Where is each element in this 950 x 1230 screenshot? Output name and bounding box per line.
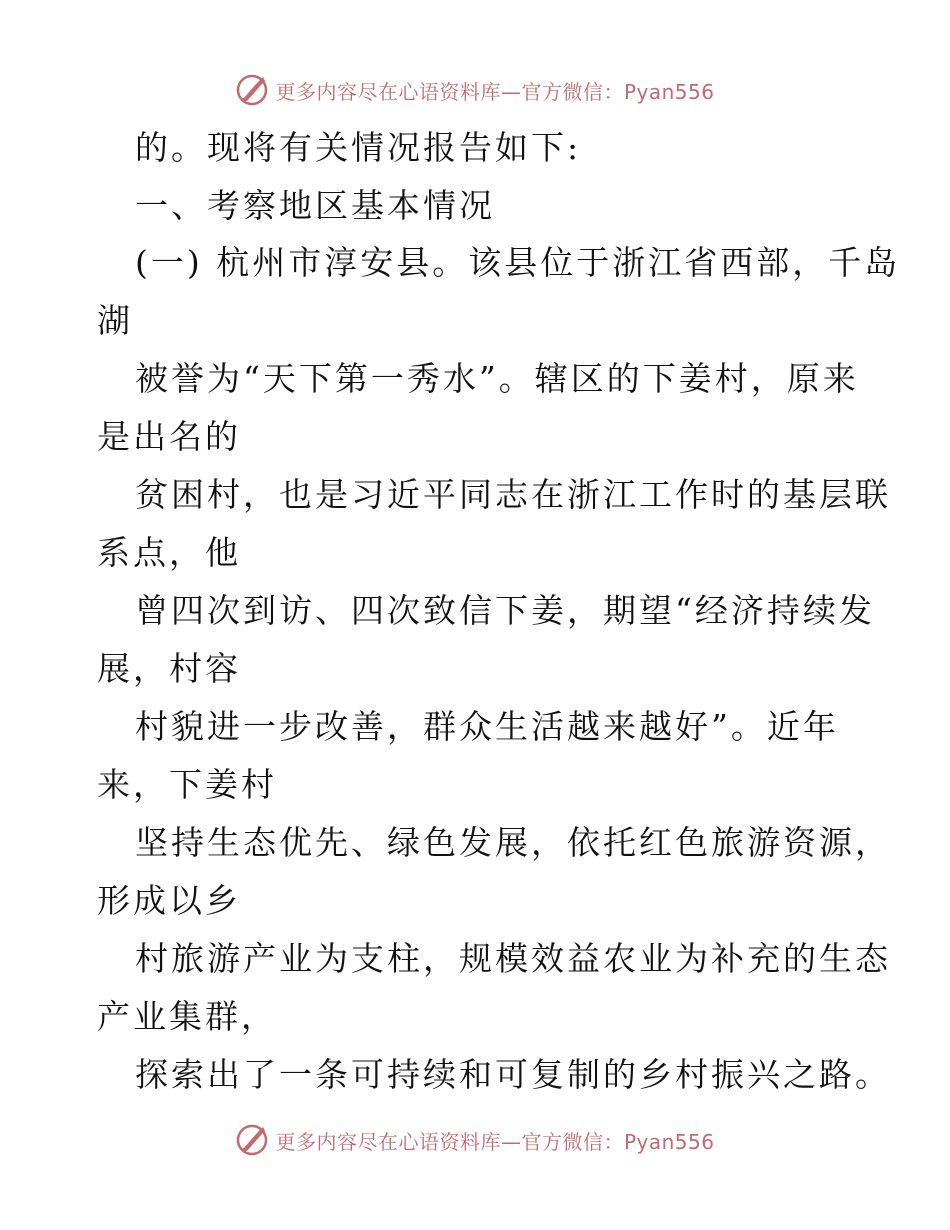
paragraph-line: (一) 杭州市淳安县。该县位于浙江省西部，千岛 (135, 243, 901, 282)
paragraph-line: 湖 (97, 301, 133, 340)
quill-pen-logo-icon (235, 73, 269, 107)
paragraph-line: 展，村容 (97, 649, 241, 688)
paragraph-line: 探索出了一条可持续和可复制的乡村振兴之路。 (135, 1055, 891, 1094)
paragraph-line: 产业集群， (97, 997, 277, 1036)
section-heading: 一、考察地区基本情况 (135, 186, 495, 225)
footer-watermark (0, 1118, 950, 1162)
watermark-text: 更多内容尽在心语资料库—官方微信：Pyan556 (275, 1129, 715, 1154)
paragraph-line: 是出名的 (97, 417, 241, 456)
paragraph-line: 系点，他 (97, 533, 241, 572)
quill-pen-logo-icon (235, 1123, 269, 1157)
paragraph-line: 被誉为“天下第一秀水”。辖区的下姜村，原来 (135, 359, 859, 398)
paragraph-line: 形成以乡 (97, 881, 241, 920)
paragraph-line: 村旅游产业为支柱，规模效益农业为补充的生态 (135, 939, 891, 978)
paragraph-line: 曾四次到访、四次致信下姜，期望“经济持续发 (135, 591, 875, 630)
paragraph-line: 的。现将有关情况报告如下: (135, 128, 582, 167)
paragraph-line: 坚持生态优先、绿色发展，依托红色旅游资源， (135, 823, 891, 862)
paragraph-line: 村貌进一步改善，群众生活越来越好”。近年 (135, 707, 839, 746)
watermark-text: 更多内容尽在心语资料库—官方微信：Pyan556 (275, 79, 715, 104)
header-watermark (0, 68, 950, 112)
paragraph-line: 来，下姜村 (97, 765, 277, 804)
paragraph-line: 贫困村，也是习近平同志在浙江工作时的基层联 (135, 475, 891, 514)
